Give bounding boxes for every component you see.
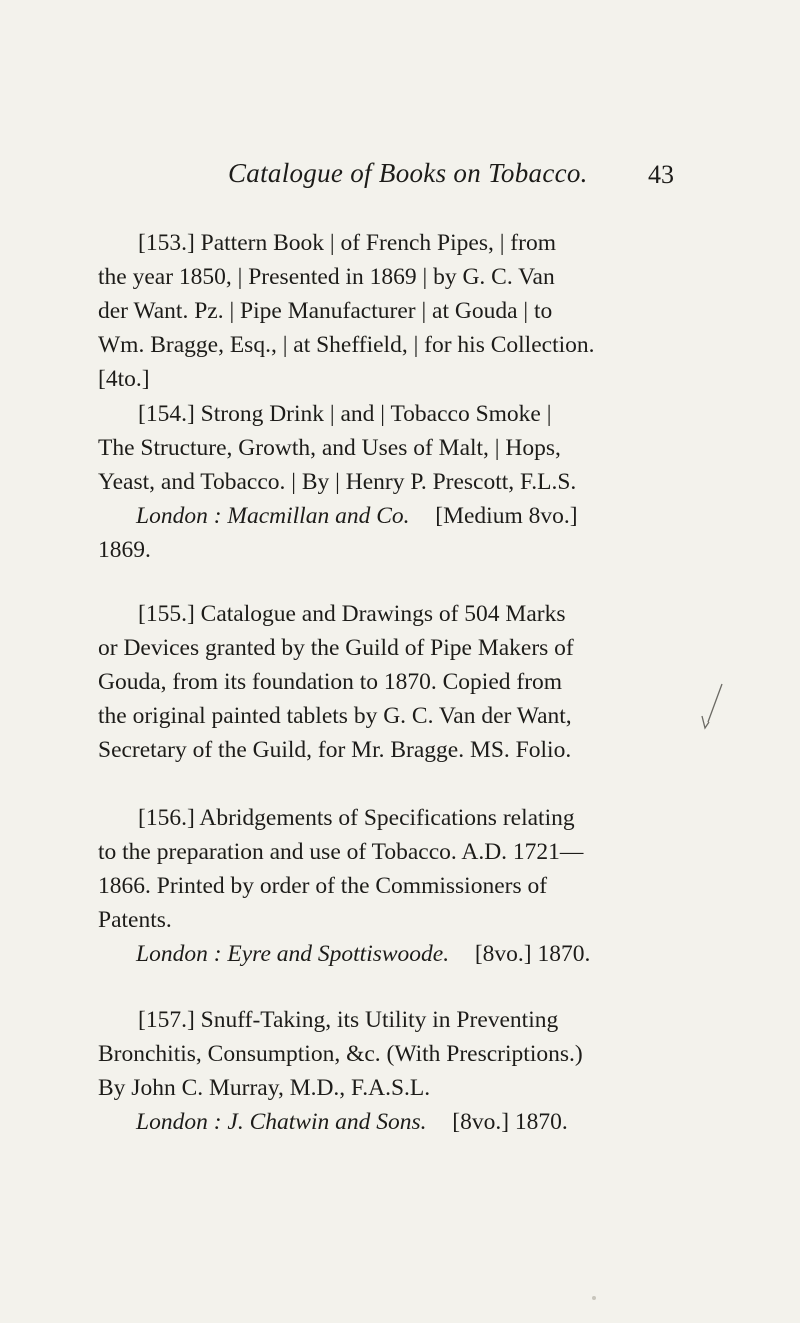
entry-line: Gouda, from its foundation to 1870. Copied from: [98, 669, 563, 695]
entry-imprint: [98, 937, 712, 971]
entry-imprint: [98, 1105, 712, 1139]
catalogue-entry-156: [98, 801, 712, 971]
page-number: 43: [648, 160, 674, 189]
entry-line: Bronchitis, Consumption, &c. (With Prescriptions.): [98, 1041, 583, 1067]
entry-line: or Devices granted by the Guild of Pipe Makers of: [98, 635, 574, 661]
entry-line: [154.] Strong Drink | and | Tobacco Smoke |: [138, 401, 552, 427]
entry-line: der Want. Pz. | Pipe Manufacturer | at Gouda | to: [98, 298, 553, 324]
entry-line: the year 1850, | Presented in 1869 | by G. C. Van: [98, 264, 555, 290]
imprint-publisher: London : Eyre and Spottiswoode.: [136, 941, 450, 967]
catalogue-entry-154: [98, 397, 712, 567]
entry-line: to the preparation and use of Tobacco. A.D. 1721—: [98, 839, 584, 865]
entry-line: Yeast, and Tobacco. | By | Henry P. Prescott, F.L.S.: [98, 469, 577, 495]
entry-line: 1869.: [98, 537, 151, 563]
imprint-publisher: London : Macmillan and Co.: [136, 503, 410, 529]
entry-line: The Structure, Growth, and Uses of Malt, | Hops,: [98, 435, 561, 461]
catalogue-entry-153: [98, 226, 712, 396]
page-header: [0, 158, 800, 198]
running-title: Catalogue of Books on Tobacco.: [228, 158, 588, 188]
entry-line: 1866. Printed by order of the Commissioners of: [98, 873, 548, 899]
imprint-format: [8vo.] 1870.: [474, 941, 591, 967]
catalogue-entry-155: [98, 597, 712, 767]
entry-line: [157.] Snuff-Taking, its Utility in Preventing: [138, 1007, 559, 1033]
catalogue-entry-157: [98, 1003, 712, 1139]
imprint-format: [Medium 8vo.]: [435, 503, 578, 529]
entry-line: [153.] Pattern Book | of French Pipes, | from: [138, 230, 556, 256]
entry-imprint: [98, 499, 712, 533]
entry-line: [4to.]: [98, 366, 150, 392]
entry-line: Wm. Bragge, Esq., | at Sheffield, | for his Collection.: [98, 332, 595, 358]
imprint-publisher: London : J. Chatwin and Sons.: [136, 1109, 427, 1135]
imprint-format: [8vo.] 1870.: [452, 1109, 568, 1135]
entry-line: By John C. Murray, M.D., F.A.S.L.: [98, 1075, 431, 1101]
paper-speck: [592, 1296, 596, 1300]
entry-line: Secretary of the Guild, for Mr. Bragge. MS. Folio.: [98, 737, 572, 763]
entry-line: the original painted tablets by G. C. Van der Want,: [98, 703, 572, 729]
entry-line: Patents.: [98, 907, 172, 933]
entry-line: [156.] Abridgements of Specifications relating: [138, 805, 575, 831]
entry-line: [155.] Catalogue and Drawings of 504 Marks: [138, 601, 566, 627]
pencil-check-mark: [696, 682, 726, 757]
